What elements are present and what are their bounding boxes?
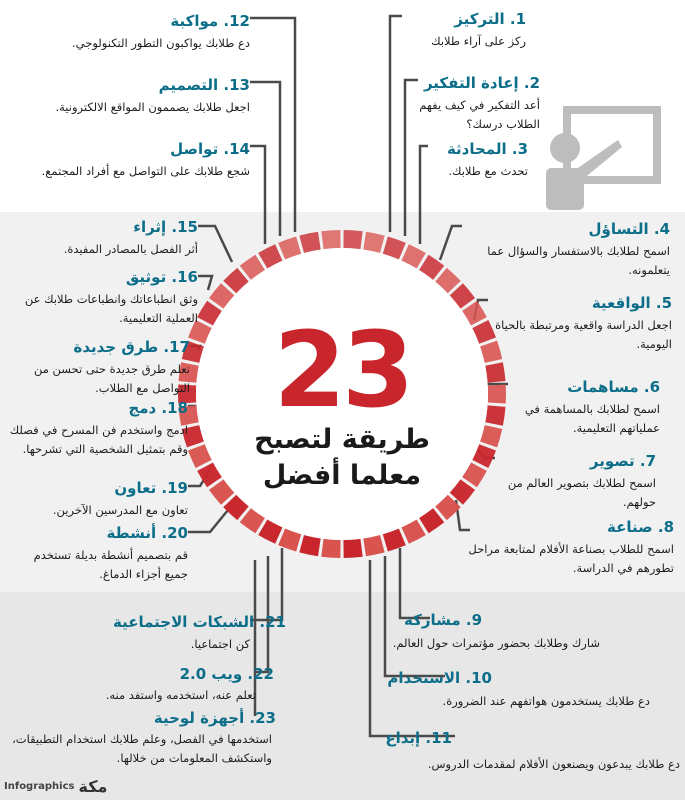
footer-label: Infographics bbox=[4, 781, 75, 792]
connector-14 bbox=[250, 146, 265, 244]
teacher-icon bbox=[546, 110, 657, 210]
ring-segment bbox=[363, 232, 384, 253]
footer-logo: مكة bbox=[78, 777, 108, 796]
item-23-desc bbox=[12, 730, 272, 768]
item-3 bbox=[428, 139, 528, 181]
item-title: 22. ويب 2.0 bbox=[179, 665, 274, 683]
connector-20 bbox=[188, 510, 228, 532]
item-1 bbox=[404, 9, 526, 51]
item-title: 7. تصوير bbox=[589, 452, 656, 470]
connector-1 bbox=[390, 16, 402, 232]
item-desc: أعد التفكير في كيف يفهم الطلاب درسك؟ bbox=[419, 98, 540, 131]
item-21 bbox=[110, 612, 286, 632]
item-21-desc bbox=[150, 635, 250, 654]
item-desc: تحدث مع طلابك. bbox=[448, 164, 528, 178]
item-title: 21. الشبكات الاجتماعية bbox=[112, 613, 286, 631]
item-title: 14. تواصل bbox=[170, 140, 250, 158]
item-12 bbox=[20, 11, 250, 53]
ring-segment bbox=[343, 539, 362, 558]
item-6 bbox=[500, 377, 660, 438]
item-desc: تعلم طرق جديدة حتى تحسن من التواصل مع الطلاب. bbox=[33, 362, 190, 395]
item-title: 3. المحادثة bbox=[446, 140, 528, 158]
item-title: 19. تعاون bbox=[114, 479, 188, 497]
item-title: 23. أجهزة لوحية bbox=[153, 709, 276, 727]
item-title: 8. صناعة bbox=[607, 518, 674, 536]
item-title: 13. التصميم bbox=[158, 76, 250, 94]
item-11-desc bbox=[352, 755, 680, 774]
item-desc: كن اجتماعيا. bbox=[190, 637, 250, 651]
item-desc: اسمح للطلاب بصناعة الأفلام لمتابعة مراحل تطورهم في الدراسة. bbox=[468, 542, 674, 575]
center-line-2: معلما أفضل bbox=[262, 460, 422, 491]
item-2 bbox=[410, 73, 540, 134]
item-desc: اجعل الدراسة واقعية ومرتبطة بالحياة اليومية. bbox=[495, 318, 672, 351]
item-22 bbox=[180, 664, 274, 684]
item-17 bbox=[16, 337, 190, 398]
ring-segment bbox=[299, 232, 320, 253]
item-desc: أثر الفصل بالمصادر المفيدة. bbox=[63, 242, 198, 256]
item-13 bbox=[20, 75, 250, 117]
item-desc: شجع طلابك على التواصل مع أفراد المجتمع. bbox=[41, 164, 250, 178]
item-desc: دع طلابك يبدعون ويصنعون الأفلام لمقدمات الدروس. bbox=[427, 757, 680, 771]
connector-3 bbox=[420, 146, 428, 244]
item-desc: اسمح لطلابك بالمساهمة في عملياتهم التعليمية. bbox=[524, 402, 660, 435]
connector-16 bbox=[198, 276, 212, 290]
item-title: 18. دمج bbox=[128, 399, 188, 417]
item-desc: تعلم عنه، استخدمه واستفد منه. bbox=[105, 688, 256, 702]
item-desc: استخدمها في الفصل، وعلم طلابك استخدام التطبيقات، واستكشف المعلومات من خلالها. bbox=[12, 732, 272, 765]
ring-segment bbox=[321, 539, 340, 558]
item-10-desc bbox=[380, 692, 650, 711]
center-number: 23 bbox=[273, 309, 411, 431]
item-16 bbox=[8, 267, 198, 328]
ring-segment bbox=[363, 535, 384, 556]
item-title: 1. التركيز bbox=[454, 10, 526, 28]
connector-9 bbox=[400, 548, 430, 618]
item-desc: دع طلابك يواكبون التطور التكنولوجي. bbox=[71, 36, 250, 50]
item-title: 17. طرق جديدة bbox=[73, 338, 190, 356]
ring-segment bbox=[343, 230, 362, 249]
item-title: 20. أنشطة bbox=[106, 524, 188, 542]
footer bbox=[4, 777, 107, 796]
item-15 bbox=[10, 217, 198, 259]
item-title: 12. مواكبة bbox=[170, 12, 250, 30]
item-7 bbox=[486, 451, 656, 512]
item-title: 10. الاستخدام bbox=[387, 669, 492, 687]
connector-4 bbox=[440, 226, 462, 260]
ring-segment bbox=[299, 535, 320, 556]
item-title: 11. إبداع bbox=[385, 729, 452, 747]
item-title: 15. إثراء bbox=[133, 218, 198, 236]
item-desc: شارك وطلابك بحضور مؤتمرات حول العالم. bbox=[392, 636, 600, 650]
item-19 bbox=[10, 478, 188, 520]
connector-12 bbox=[250, 18, 295, 232]
item-title: 5. الواقعية bbox=[591, 294, 672, 312]
item-title: 16. توثيق bbox=[125, 268, 198, 286]
item-desc: اسمح لطلابك بالاستفسار والسؤال عما يتعلمونه. bbox=[487, 244, 670, 277]
item-title: 6. مساهمات bbox=[567, 378, 660, 396]
item-desc: وثق انطباعاتك وانطباعات طلابك عن العملية التعليمية. bbox=[24, 292, 198, 325]
item-desc: اسمح لطلابك بتصوير العالم من حولهم. bbox=[507, 476, 656, 509]
item-title: 2. إعادة التفكير bbox=[423, 74, 540, 92]
item-9 bbox=[392, 610, 482, 630]
item-8 bbox=[462, 517, 674, 578]
item-10 bbox=[382, 668, 492, 688]
item-desc: ادمج واستخدم فن المسرح في فصلك وقم بتمثيل الشخصية التي تشرحها. bbox=[9, 423, 188, 456]
item-18 bbox=[6, 398, 188, 459]
item-9-desc bbox=[370, 634, 600, 653]
center-title bbox=[232, 309, 452, 494]
item-desc: قم بتصميم أنشطة بديلة تستخدم جميع أجزاء الدماغ. bbox=[33, 548, 188, 581]
item-20 bbox=[10, 523, 188, 584]
item-title: 4. التساؤل bbox=[588, 220, 670, 238]
item-14 bbox=[6, 139, 250, 181]
item-desc: اجعل طلابك يصممون المواقع الالكترونية. bbox=[55, 100, 250, 114]
item-23 bbox=[153, 708, 276, 728]
center-line-1: طريقة لتصبح bbox=[254, 424, 430, 455]
item-4 bbox=[470, 219, 670, 280]
item-desc: ركز على آراء طلابك bbox=[431, 34, 526, 48]
ring-segment bbox=[321, 230, 340, 249]
item-5 bbox=[480, 293, 672, 354]
item-11 bbox=[372, 728, 452, 748]
item-22-desc bbox=[90, 686, 256, 705]
connector-15 bbox=[198, 226, 232, 262]
item-desc: تعاون مع المدرسين الآخرين. bbox=[52, 503, 188, 517]
item-title: 9. مشاركة bbox=[404, 611, 482, 629]
item-desc: دع طلابك يستخدمون هواتفهم عند الضرورة. bbox=[442, 694, 650, 708]
